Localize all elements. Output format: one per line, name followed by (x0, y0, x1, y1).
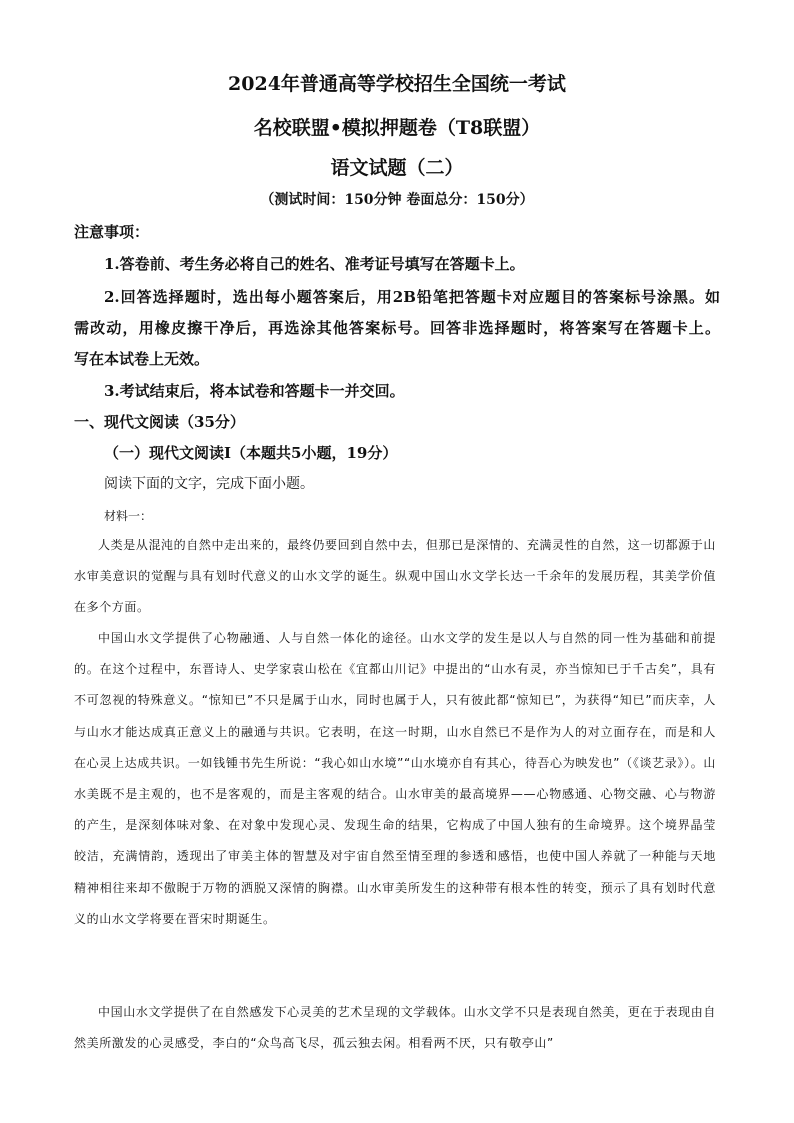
passage-paragraph: 人类是从混沌的自然中走出来的，最终仍要回到自然中去，但那已是深情的、充满灵性的自然，这一切都源于山水审美意识的觉醒与具有划时代意义的山水文学的诞生。纵观中国山水文学长达一千余年的发展历程，其美学价值在多个方面。 (74, 538, 716, 615)
paper-title: 语文试题（二） (330, 157, 464, 179)
passage-paragraph: 中国山水文学提供了心物融通、人与自然一体化的途径。山水文学的发生是以人与自然的同一性为基础和前提的。在这个过程中，东晋诗人、史学家袁山松在《宜都山川记》中提出的“山水有灵，亦当惊知已于千古矣”，具有不可忽视的特殊意义。“惊知已”不只是属于山水，同时也属于人，只有彼此都“惊知已”，为获得“知已”而庆幸，人与山水才能达成真正意义上的融通与共识。它表明，在这一时期，山水自然已不是作为人的对立面存在，而是和人在心灵上达成共识。一如钱锺书先生所说：“我心如山水境”“山水境亦自有其心，待吾心为映发也”（《谈艺录》）。山水美既不是主观的，也不是客观的，而是主客观的结合。山水审美的最高境界——心物感通、心物交融、心与物游的产生，是深刻体味对象、在对象中发现心灵、发现生命的结果，它构成了中国人独有的生命境界。这个境界晶莹皎洁，充满情韵，透现出了审美主体的智慧及对宇宙自然至情至理的参透和感悟，也使中国人养就了一种能与天地精神相往来却不傲睨于万物的洒脱又深情的胸襟。山水审美所发生的这种带有根本性的转变，预示了具有划时代意义的山水文学将要在晋宋时期诞生。 (74, 631, 716, 926)
notice-heading: 注意事项： (74, 223, 150, 241)
reading-instruction: 阅读下面的文字，完成下面小题。 (104, 476, 314, 492)
exam-subtitle: 名校联盟•模拟押题卷（T8联盟） (253, 117, 541, 139)
notice-item-2-line-1: 2.回答选择题时，选出每小题答案后，用2B铅笔把答题卡对应题目的答案标号涂黑。如 (104, 288, 720, 306)
exam-info: （测试时间：150分钟 卷面总分：150分） (260, 192, 534, 208)
subsection-heading: （一）现代文阅读Ⅰ（本题共5小题，19分） (104, 444, 398, 462)
exam-title: 2024年普通高等学校招生全国统一考试 (228, 73, 566, 95)
passage-paragraph: 中国山水文学提供了在自然感发下心灵美的艺术呈现的文学载体。山水文学不只是表现自然美，更在于表现由自然美所激发的心灵感受，李白的“众鸟高飞尽，孤云独去闲。相看两不厌，只有敬亭山” (74, 1005, 716, 1051)
section-heading: 一、现代文阅读（35分） (74, 413, 245, 431)
notice-item-2-line-2: 需改动，用橡皮擦干净后，再选涂其他答案标号。回答非选择题时，将答案写在答题卡上。 (74, 319, 720, 337)
notice-item-2-line-3: 写在本试卷上无效。 (74, 350, 210, 368)
notice-item-1: 1.答卷前、考生务必将自己的姓名、准考证号填写在答题卡上。 (104, 255, 525, 273)
material-label: 材料一： (104, 509, 153, 523)
notice-item-3: 3.考试结束后，将本试卷和答题卡一并交回。 (104, 382, 405, 400)
